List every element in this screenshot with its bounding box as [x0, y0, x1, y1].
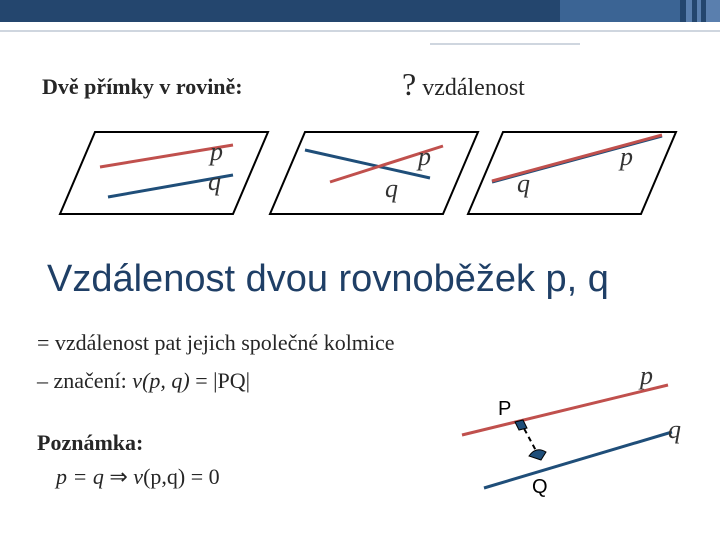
label-p-intersecting: p [418, 142, 431, 171]
note-args: (p,q) [143, 464, 186, 489]
notation-dash: – [37, 368, 48, 393]
notation-func: v [132, 368, 143, 393]
label-p-parallel: p [210, 137, 223, 166]
note-arrow: ⇒ [109, 464, 128, 489]
figure-line-q [484, 432, 672, 488]
heading: Dvě přímky v rovině: [42, 74, 243, 99]
point-P-label: P [498, 398, 512, 420]
figure-label-p: p [640, 361, 653, 390]
label-q-intersecting: q [385, 174, 398, 203]
point-Q-label: Q [532, 476, 548, 498]
question-mark: ? [402, 66, 417, 102]
right-angle-mark-Q [529, 450, 546, 460]
label-p-coincident: p [620, 142, 633, 171]
note-func: v [133, 464, 144, 489]
notation-prefix: značení: [53, 368, 127, 393]
notation-args: (p, q) [142, 368, 190, 393]
notation-value: |PQ| [213, 368, 251, 393]
figure-line-p [462, 385, 668, 435]
definition-text: = vzdálenost pat jejich společné kolmice [37, 330, 395, 355]
note-label: Poznámka: [37, 430, 144, 455]
notation-equals: = [195, 368, 208, 393]
right-angle-mark-P [515, 420, 527, 430]
label-q-parallel: q [208, 167, 221, 196]
section-title: Vzdálenost dvou rovnoběžek p, q [47, 258, 609, 300]
label-q-coincident: q [517, 169, 530, 198]
note-lhs: p = q [56, 464, 104, 489]
question-text: vzdálenost [422, 75, 525, 101]
figure-label-q: q [668, 415, 681, 444]
note-rhs: = 0 [190, 464, 220, 489]
